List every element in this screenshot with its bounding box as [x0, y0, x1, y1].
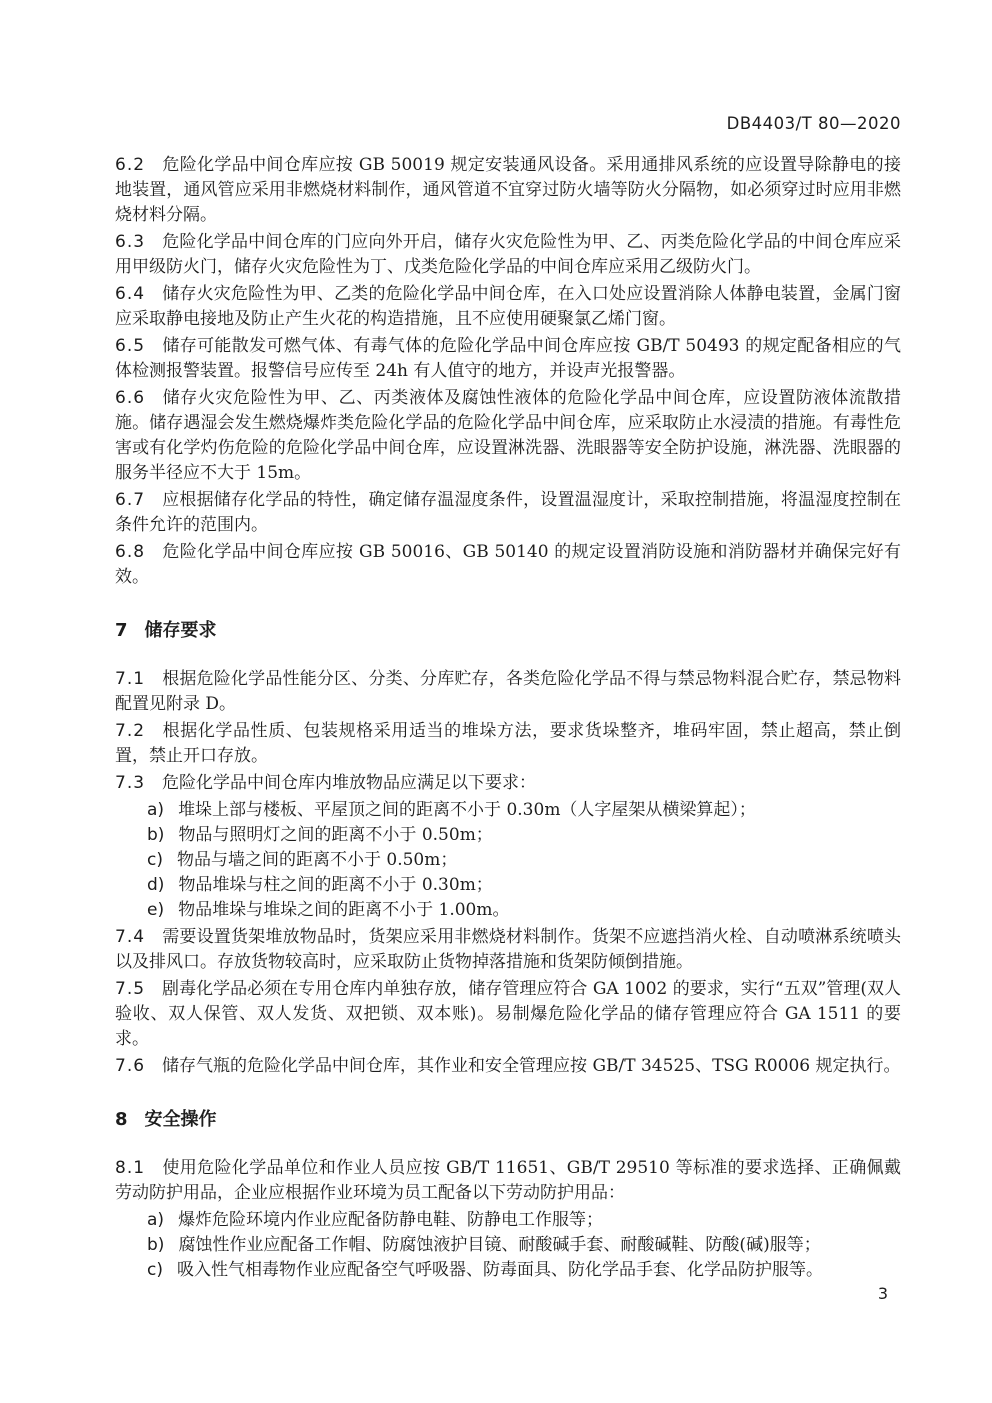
section-number: 8: [115, 1109, 129, 1130]
clause-text: 需要设置货架堆放物品时，货架应采用非燃烧材料制作。货架不应遮挡消火栓、自动喷淋系统喷头以及排风口。存放货物较高时，应采取防止货物掉落措施和货架防倾倒措施。: [115, 927, 901, 972]
clause-number: 8.1: [115, 1158, 146, 1178]
list-marker: d): [147, 875, 165, 895]
clause-number: 7.1: [115, 669, 146, 689]
list-item: [115, 823, 901, 848]
list-item: [115, 898, 901, 923]
list-item: [115, 873, 901, 898]
list-item-text: 吸入性气相毒物作业应配备空气呼吸器、防毒面具、防化学品手套、化学品防护服等。: [176, 1260, 823, 1280]
clause-number: 6.8: [115, 542, 146, 562]
list-item: [115, 1258, 901, 1283]
clause-number: 6.4: [115, 284, 146, 304]
clause-text: 危险化学品中间仓库内堆放物品应满足以下要求：: [162, 773, 537, 793]
list-item-text: 堆垛上部与楼板、平屋顶之间的距离不小于 0.30m（人字屋架从横梁算起）；: [178, 800, 756, 820]
section-number: 7: [115, 620, 129, 641]
list-item: [115, 1233, 901, 1258]
clause-number: 7.3: [115, 773, 146, 793]
list-item-text: 物品与照明灯之间的距离不小于 0.50m；: [178, 825, 493, 845]
list-marker: b): [147, 1235, 165, 1255]
clause-text: 使用危险化学品单位和作业人员应按 GB/T 11651、GB/T 29510 等标准的要求选择、正确佩戴劳动防护用品，企业应根据作业环境为员工配备以下劳动防护用品：: [115, 1158, 901, 1203]
list-item-text: 物品堆垛与堆垛之间的距离不小于 1.00m。: [178, 900, 510, 920]
clause-text: 危险化学品中间仓库应按 GB 50016、GB 50140 的规定设置消防设施和消防器材并确保完好有效。: [115, 542, 901, 587]
clause-7-6: [115, 1054, 901, 1079]
clause-number: 6.3: [115, 232, 146, 252]
list-item-text: 物品与墙之间的距离不小于 0.50m；: [176, 850, 458, 870]
list-item: [115, 848, 901, 873]
clause-text: 根据危险化学品性能分区、分类、分库贮存，各类危险化学品不得与禁忌物料混合贮存，禁忌物料配置见附录 D。: [115, 669, 901, 714]
clause-text: 储存气瓶的危险化学品中间仓库，其作业和安全管理应按 GB/T 34525、TSG R0006 规定执行。: [162, 1056, 901, 1076]
section-title: 安全操作: [144, 1109, 217, 1130]
clause-number: 7.5: [115, 979, 146, 999]
clause-6-6: [115, 386, 901, 486]
clause-number: 6.2: [115, 155, 146, 175]
clause-7-3: [115, 771, 901, 796]
clause-6-2: [115, 153, 901, 228]
clause-number: 7.6: [115, 1056, 146, 1076]
section-title: 储存要求: [144, 620, 217, 641]
list-item-text: 腐蚀性作业应配备工作帽、防腐蚀液护目镜、耐酸碱手套、耐酸碱鞋、防酸(碱)服等；: [178, 1235, 821, 1255]
list-item: [115, 798, 901, 823]
list-item-text: 爆炸危险环境内作业应配备防静电鞋、防静电工作服等；: [178, 1210, 604, 1230]
clause-text: 剧毒化学品必须在专用仓库内单独存放，储存管理应符合 GA 1002 的要求，实行“五双”管理(双人验收、双人保管、双人发货、双把锁、双本账)。易制爆危险化学品的储存管理应符合 GA 1511 的要求。: [115, 979, 901, 1049]
list-marker: c): [147, 850, 163, 870]
clause-6-3: [115, 230, 901, 280]
clause-text: 储存火灾危险性为甲、乙、丙类液体及腐蚀性液体的危险化学品中间仓库，应设置防液体流散措施。储存遇湿会发生燃烧爆炸类危险化学品的危险化学品中间仓库，应采取防止水浸渍的措施。有毒性危害或有化学灼伤危险的危险化学品中间仓库，应设置淋洗器、洗眼器等安全防护设施，淋洗器、洗眼器的服务半径应不大于 15m。: [115, 388, 901, 483]
list-marker: b): [147, 825, 165, 845]
clause-6-5: [115, 334, 901, 384]
page-number: 3: [877, 1284, 888, 1303]
list-marker: a): [147, 1210, 165, 1230]
section-7-heading: [115, 618, 901, 643]
clause-6-7: [115, 488, 901, 538]
clause-number: 6.6: [115, 388, 146, 408]
clause-7-3-list: [115, 798, 901, 923]
doc-number: DB4403/T 80—2020: [726, 114, 901, 133]
clause-8-1-list: [115, 1208, 901, 1283]
clause-7-2: [115, 719, 901, 769]
clause-number: 7.4: [115, 927, 146, 947]
clause-number: 6.7: [115, 490, 146, 510]
list-marker: e): [147, 900, 165, 920]
clause-7-4: [115, 925, 901, 975]
clause-text: 应根据储存化学品的特性，确定储存温湿度条件，设置温湿度计，采取控制措施，将温湿度控制在条件允许的范围内。: [115, 490, 901, 535]
clause-6-4: [115, 282, 901, 332]
clause-7-1: [115, 667, 901, 717]
page-content: [115, 114, 901, 1283]
clause-text: 危险化学品中间仓库应按 GB 50019 规定安装通风设备。采用通排风系统的应设置导除静电的接地装置，通风管应采用非燃烧材料制作，通风管道不宜穿过防火墙等防火分隔物，如必须穿过时应用非燃烧材料分隔。: [115, 155, 901, 225]
list-item-text: 物品堆垛与柱之间的距离不小于 0.30m；: [178, 875, 493, 895]
clause-text: 根据化学品性质、包装规格采用适当的堆垛方法，要求货垛整齐，堆码牢固，禁止超高，禁止倒置，禁止开口存放。: [115, 721, 901, 766]
clause-8-1: [115, 1156, 901, 1206]
clause-6-8: [115, 540, 901, 590]
list-item: [115, 1208, 901, 1233]
clause-text: 危险化学品中间仓库的门应向外开启，储存火灾危险性为甲、乙、丙类危险化学品的中间仓库应采用甲级防火门，储存火灾危险性为丁、戊类危险化学品的中间仓库应采用乙级防火门。: [115, 232, 901, 277]
list-marker: a): [147, 800, 165, 820]
clause-number: 7.2: [115, 721, 146, 741]
clause-7-5: [115, 977, 901, 1052]
clause-text: 储存火灾危险性为甲、乙类的危险化学品中间仓库，在入口处应设置消除人体静电装置，金属门窗应采取静电接地及防止产生火花的构造措施，且不应使用硬聚氯乙烯门窗。: [115, 284, 901, 329]
list-marker: c): [147, 1260, 163, 1280]
section-8-heading: [115, 1107, 901, 1132]
clause-text: 储存可能散发可燃气体、有毒气体的危险化学品中间仓库应按 GB/T 50493 的规定配备相应的气体检测报警装置。报警信号应传至 24h 有人值守的地方，并设声光报警器。: [115, 336, 901, 381]
clause-number: 6.5: [115, 336, 146, 356]
